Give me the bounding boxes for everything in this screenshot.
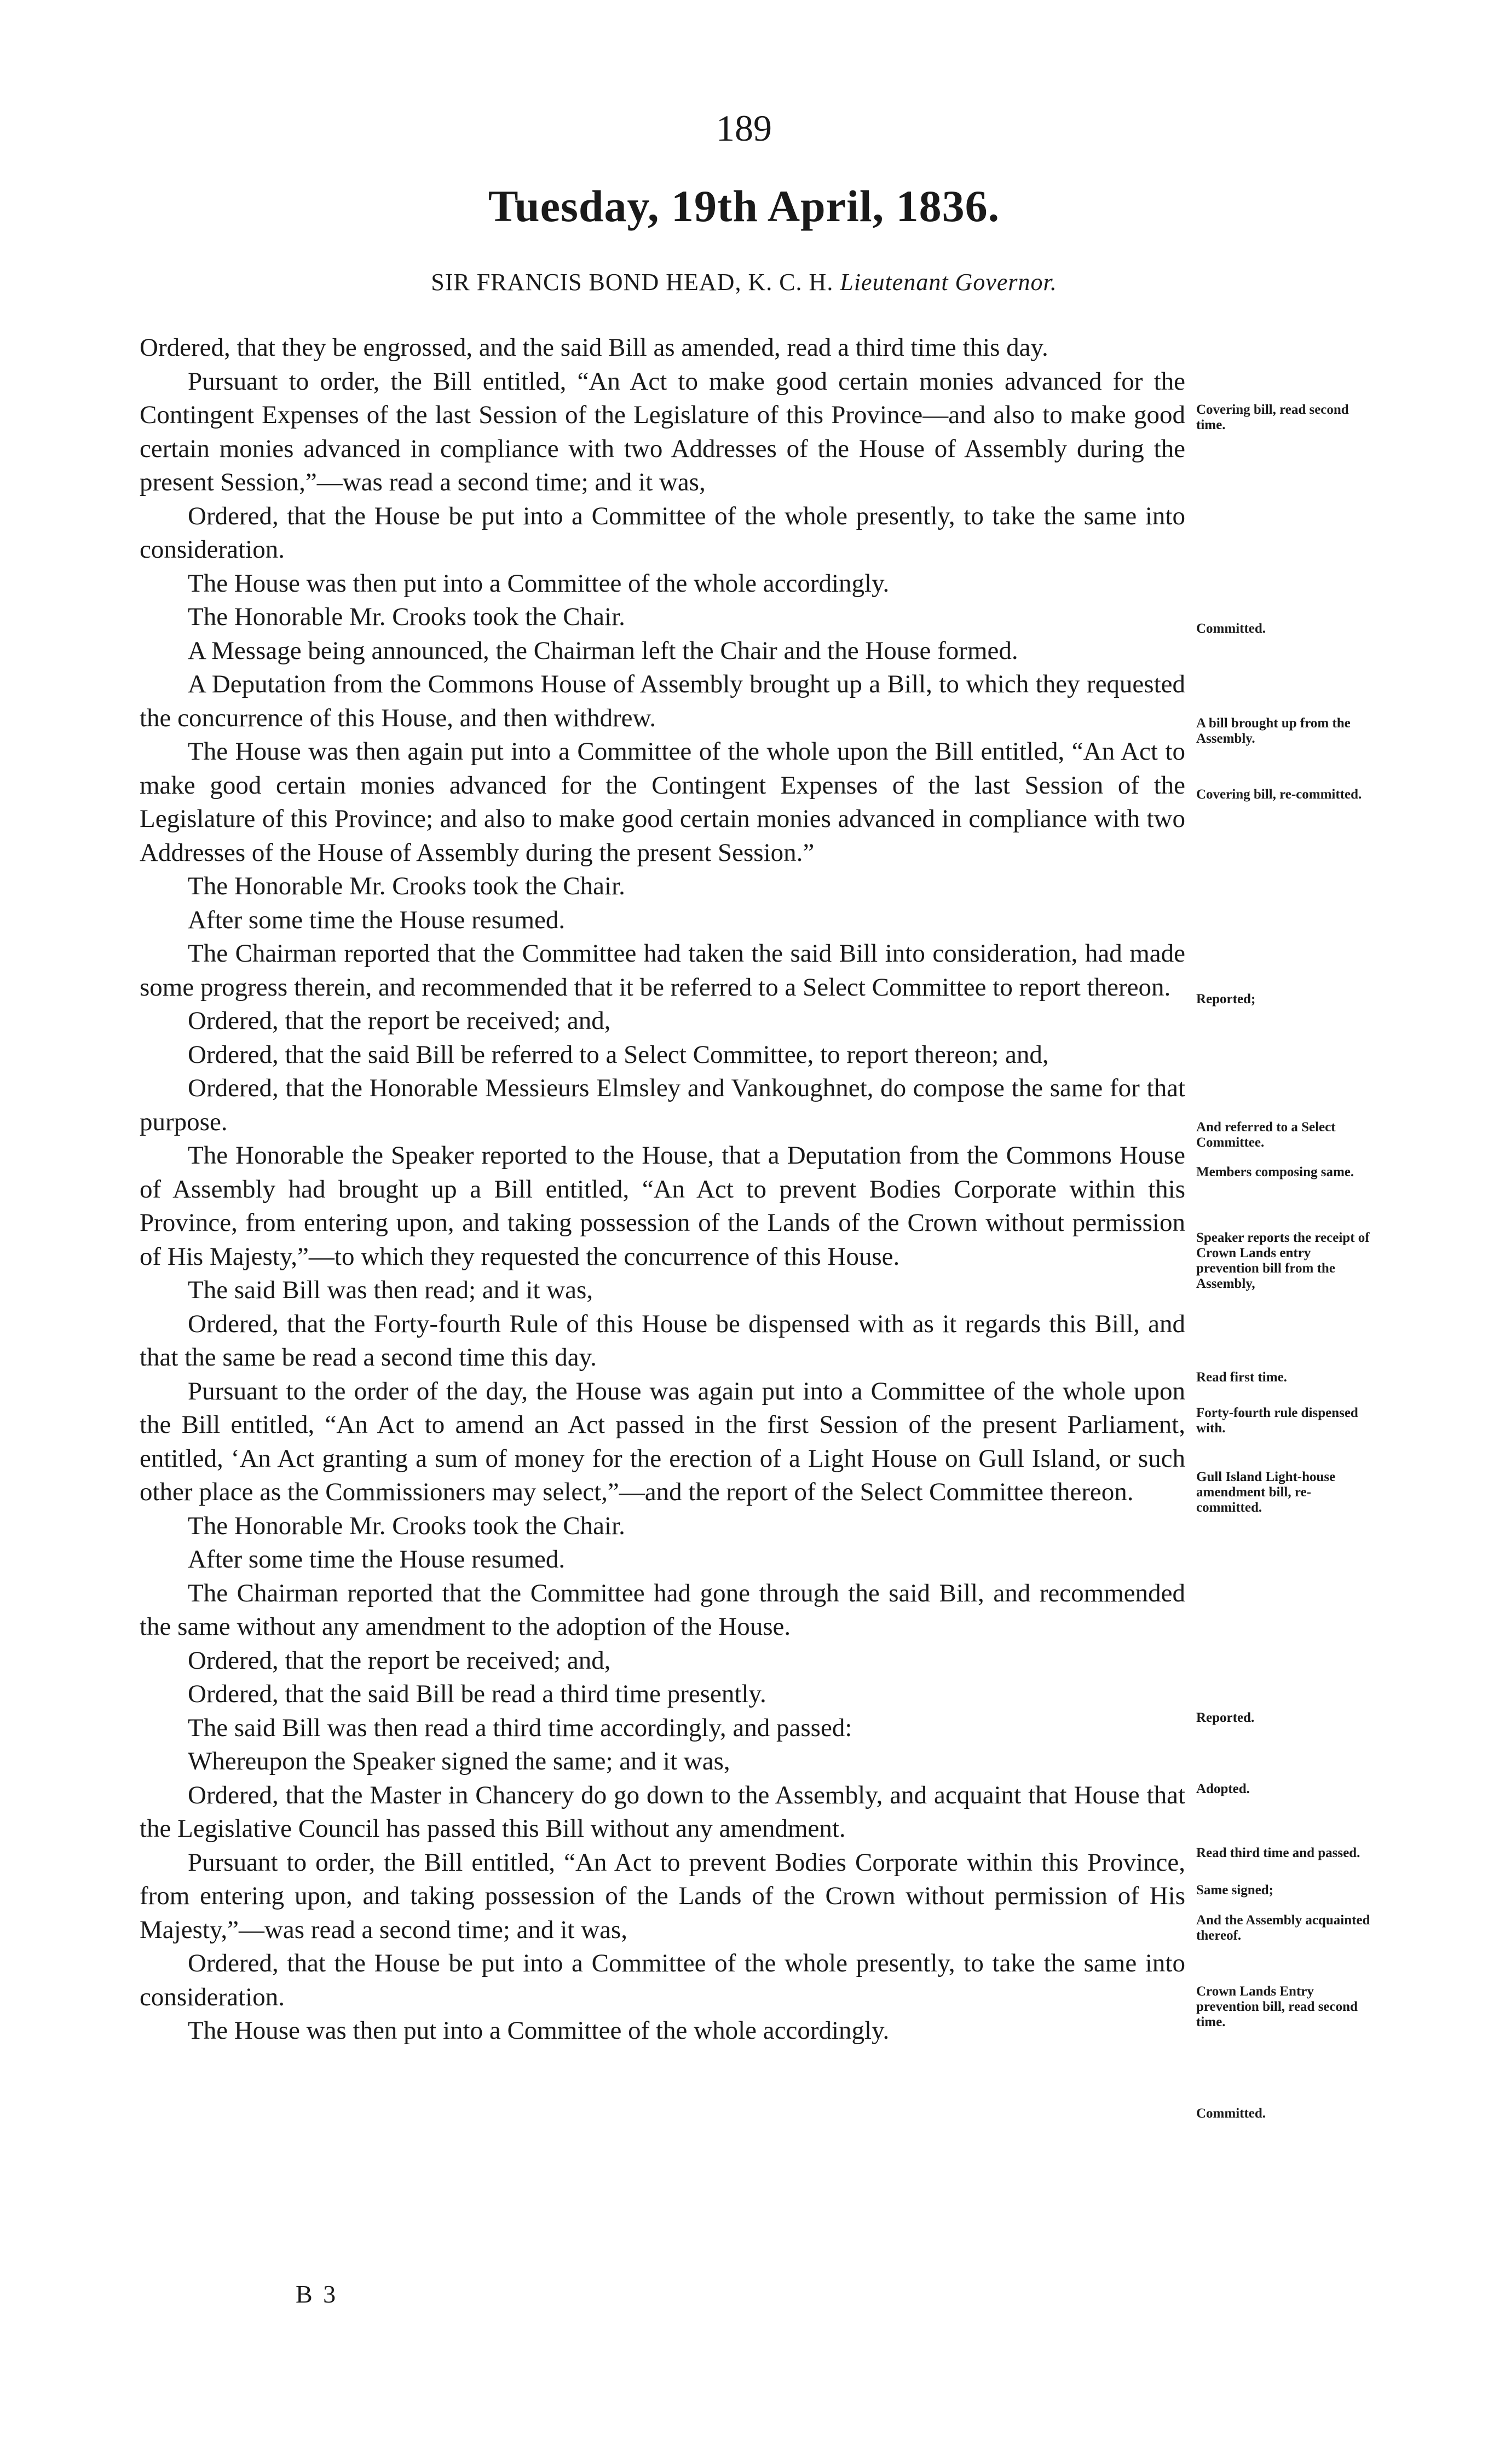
- paragraph: The Chairman reported that the Committee had gone through the said Bill, and recommended the same without any amendment to the adoption of the House.: [140, 1578, 1185, 1641]
- paragraph: Ordered, that the Master in Chancery do go down to the Assembly, and acquaint that House that the Legislative Council has passed this Bill without any amendment.: [140, 1780, 1185, 1843]
- paragraph: Pursuant to the order of the day, the House was again put into a Committee of the whole upon the Bill entitled, “An Act to amend an Act passed in the first Session of the present Parliament, entitled, ‘An Act granting a sum of money for the erection of a Light House on Gull Island, or such other place as the Commissioners may select,”—and the report of the Select Committee thereon.: [140, 1376, 1185, 1506]
- margin-note: Reported.: [1196, 1710, 1255, 1725]
- paragraph: Whereupon the Speaker signed the same; and it was,: [188, 1747, 730, 1775]
- margin-note: Read first time.: [1196, 1370, 1287, 1385]
- margin-note: Read third time and passed.: [1196, 1846, 1360, 1860]
- margin-note: Covering bill, read second time.: [1196, 402, 1349, 432]
- margin-note: A bill brought up from the Assembly.: [1196, 716, 1351, 746]
- margin-note: Adopted.: [1196, 1782, 1250, 1796]
- paragraph: After some time the House resumed.: [188, 1545, 566, 1574]
- paragraph: Ordered, that the Forty-fourth Rule of this House be dispensed with as it regards this Bill, and that the same be read a second time this day.: [140, 1309, 1185, 1372]
- paragraph: The House was then put into a Committee of the whole accordingly.: [188, 569, 890, 598]
- margin-note: Speaker reports the receipt of Crown Lands entry prevention bill from the Assembly,: [1196, 1230, 1370, 1291]
- governor-line: [0, 268, 1488, 296]
- margin-note: Same signed;: [1196, 1883, 1273, 1898]
- paragraph: The House was then put into a Committee of the whole accordingly.: [188, 2016, 890, 2045]
- paragraph: Ordered, that they be engrossed, and the said Bill as amended, read a third time this day.: [140, 333, 1048, 362]
- margin-note: Covering bill, re-committed.: [1196, 787, 1362, 802]
- margin-note: Forty-fourth rule dispensed with.: [1196, 1405, 1358, 1436]
- paragraph: The Honorable Mr. Crooks took the Chair.: [188, 603, 625, 631]
- paragraph: The said Bill was then read; and it was,: [188, 1276, 593, 1304]
- governor-name: SIR FRANCIS BOND HEAD, K. C. H.: [431, 269, 834, 296]
- paragraph: The Honorable Mr. Crooks took the Chair.: [188, 1511, 625, 1540]
- paragraph: The Honorable Mr. Crooks took the Chair.: [188, 872, 625, 900]
- paragraph: Ordered, that the said Bill be read a third time presently.: [188, 1680, 766, 1708]
- paragraph: A Message being announced, the Chairman left the Chair and the House formed.: [188, 636, 1018, 665]
- margin-note: Committed.: [1196, 2106, 1266, 2121]
- margin-note: And the Assembly acquainted thereof.: [1196, 1913, 1370, 1943]
- paragraph: The Chairman reported that the Committee had taken the said Bill into consideration, had made some progress therein, and recommended that it be referred to a Select Committee to report thereon.: [140, 939, 1185, 1002]
- governor-title: Lieutenant Governor.: [840, 269, 1057, 296]
- paragraph: Ordered, that the said Bill be referred to a Select Committee, to report thereon; and,: [188, 1040, 1049, 1069]
- journal-body: [140, 331, 1185, 2048]
- paragraph: After some time the House resumed.: [188, 905, 566, 934]
- margin-note: Reported;: [1196, 992, 1256, 1007]
- margin-note: And referred to a Select Committee.: [1196, 1120, 1336, 1150]
- paragraph: The said Bill was then read a third time accordingly, and passed:: [188, 1713, 852, 1742]
- paragraph: Ordered, that the Honorable Messieurs Elmsley and Vankoughnet, do compose the same for that purpose.: [140, 1074, 1185, 1136]
- margin-note: Gull Island Light-house amendment bill, re-committed.: [1196, 1470, 1336, 1515]
- signature-mark: B 3: [296, 2280, 338, 2308]
- paragraph: The Honorable the Speaker reported to the House, that a Deputation from the Commons House of Assembly had brought up a Bill entitled, “An Act to prevent Bodies Corporate within this Province, from entering upon, and taking possession of the Lands of the Crown without permission of His Majesty,”—to which they requested the concurrence of this House.: [140, 1141, 1185, 1271]
- margin-note: Members composing same.: [1196, 1165, 1354, 1179]
- paragraph: The House was then again put into a Committee of the whole upon the Bill entitled, “An Act to make good certain monies advanced for the Contingent Expenses of the last Session of the Legislature of this Province; and also to make good certain monies advanced in compliance with two Addresses of the House of Assembly during the present Session.”: [140, 737, 1185, 867]
- paragraph: Pursuant to order, the Bill entitled, “An Act to make good certain monies advanced for the Contingent Expenses of the last Session of the Legislature of this Province—and also to make good certain monies advanced in compliance with two Addresses of the House of Assembly during the present Session,”—was read a second time; and it was,: [140, 367, 1185, 496]
- paragraph: A Deputation from the Commons House of Assembly brought up a Bill, to which they requested the concurrence of this House, and then withdrew.: [140, 670, 1185, 732]
- paragraph: Ordered, that the report be received; and,: [188, 1646, 611, 1675]
- paragraph: Pursuant to order, the Bill entitled, “An Act to prevent Bodies Corporate within this Province, from entering upon, and taking possession of the Lands of the Crown without permission of His Majesty,”—was read a second time; and it was,: [140, 1848, 1185, 1944]
- page-number: 189: [716, 107, 772, 149]
- paragraph: Ordered, that the House be put into a Committee of the whole presently, to take the same into consideration.: [140, 1949, 1185, 2011]
- date-heading: Tuesday, 19th April, 1836.: [488, 181, 1000, 231]
- paragraph: Ordered, that the House be put into a Committee of the whole presently, to take the same into consideration.: [140, 501, 1185, 564]
- paragraph: Ordered, that the report be received; and,: [188, 1007, 611, 1035]
- margin-note: Crown Lands Entry prevention bill, read second time.: [1196, 1984, 1358, 2029]
- margin-note: Committed.: [1196, 621, 1266, 636]
